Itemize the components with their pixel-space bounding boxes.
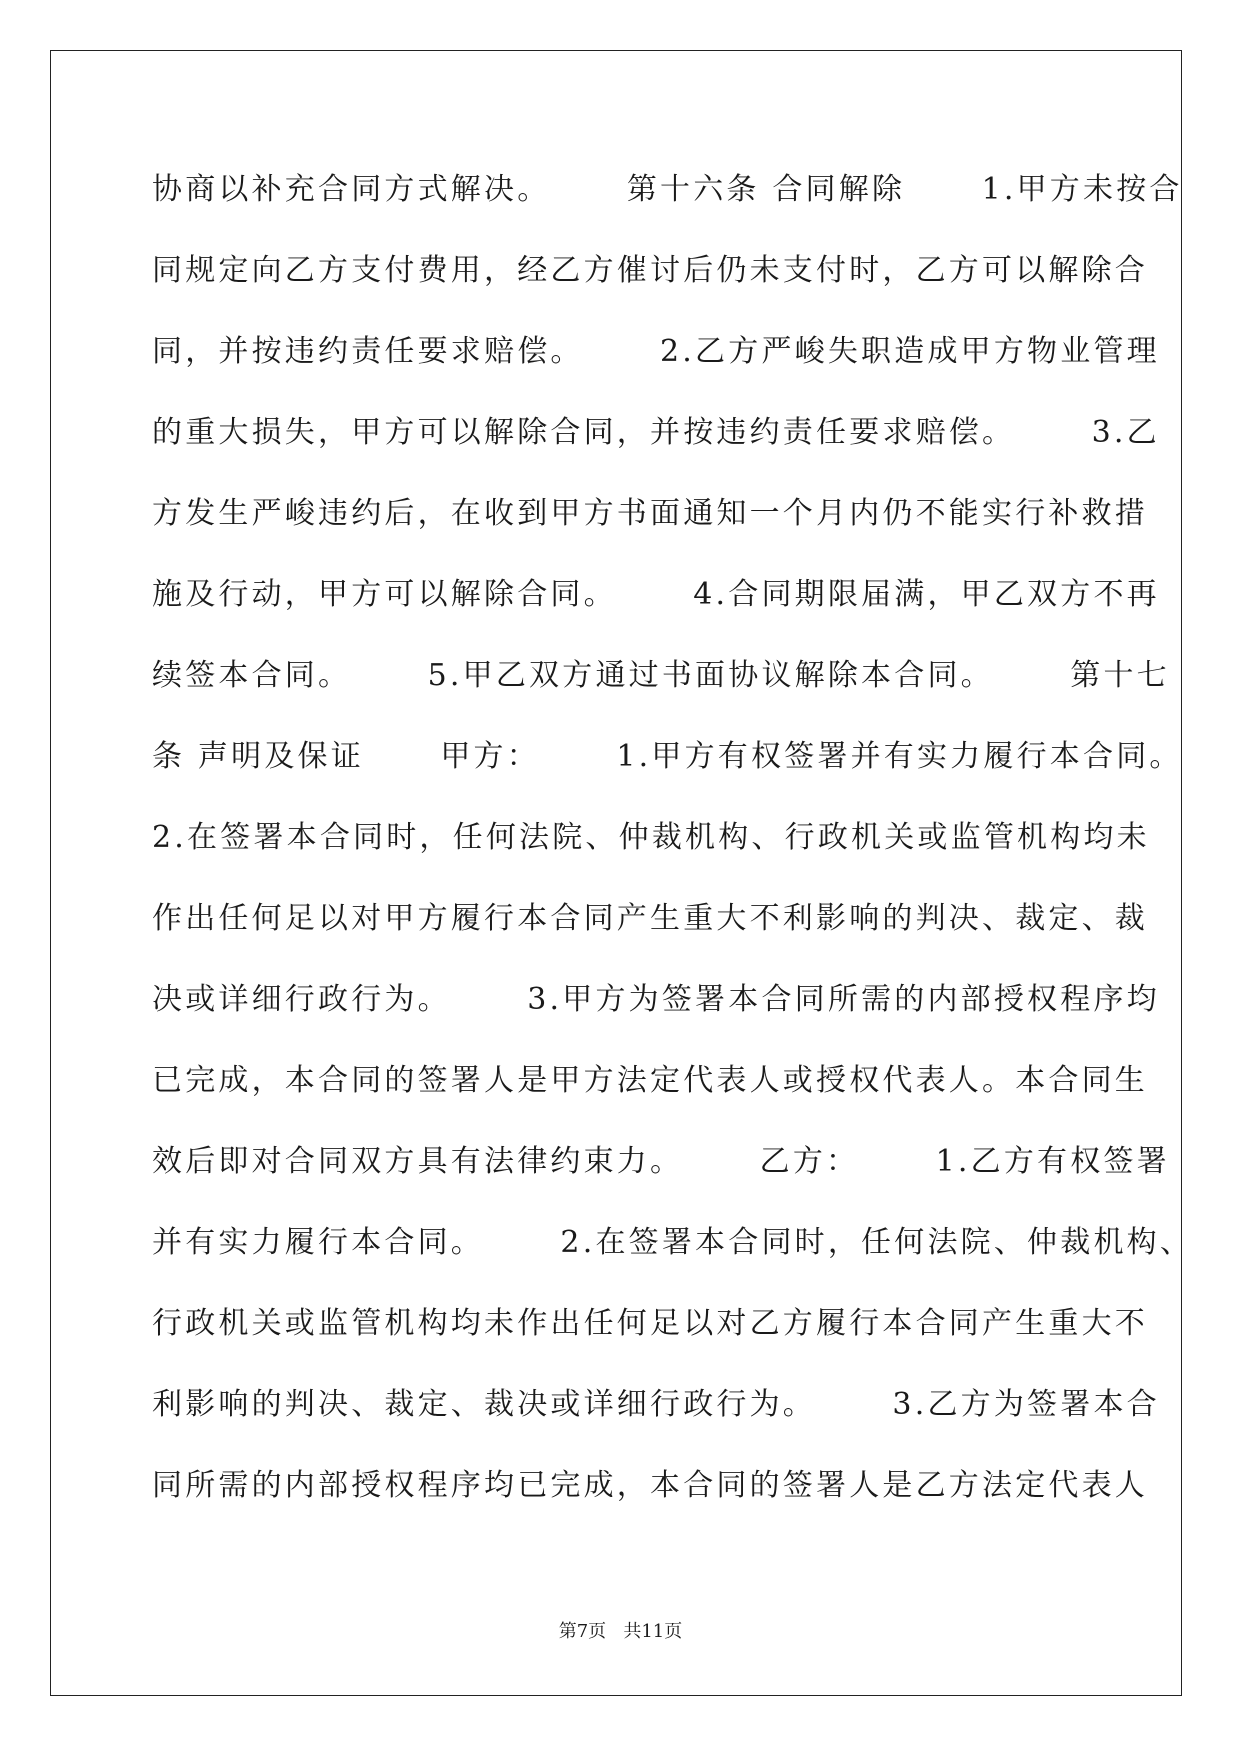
text-line: 行政机关或监管机构均未作出任何足以对乙方履行本合同产生重大不 [152,1306,1148,1341]
text-line: 同，并按违约责任要求赔偿。 2.乙方严峻失职造成甲方物业管理 [152,334,1160,369]
text-line: 条 声明及保证 甲方： 1.甲方有权签署并有实力履行本合同。 [152,739,1183,774]
text-line: 效后即对合同双方具有法律约束力。 乙方： 1.乙方有权签署 [152,1144,1170,1179]
text-line: 2.在签署本合同时，任何法院、仲裁机构、行政机关或监管机构均未 [152,820,1150,855]
text-line: 并有实力履行本合同。 2.在签署本合同时，任何法院、仲裁机构、 [152,1225,1194,1260]
text-line: 决或详细行政行为。 3.甲方为签署本合同所需的内部授权程序均 [152,982,1160,1017]
text-line: 方发生严峻违约后，在收到甲方书面通知一个月内仍不能实行补救措 [152,496,1148,531]
text-line: 已完成，本合同的签署人是甲方法定代表人或授权代表人。本合同生 [152,1063,1148,1098]
text-line: 同所需的内部授权程序均已完成，本合同的签署人是乙方法定代表人 [152,1468,1148,1503]
text-line: 的重大损失，甲方可以解除合同，并按违约责任要求赔偿。 3.乙 [152,415,1160,450]
text-line: 续签本合同。 5.甲乙双方通过书面协议解除本合同。 第十七 [152,658,1170,693]
text-line: 作出任何足以对甲方履行本合同产生重大不利影响的判决、裁定、裁 [152,901,1148,936]
document-body [152,160,1194,1537]
text-line: 利影响的判决、裁定、裁决或详细行政行为。 3.乙方为签署本合 [152,1387,1160,1422]
page-number: 第7页 共11页 [558,1621,683,1642]
text-line: 协商以补充合同方式解决。 第十六条 合同解除 1.甲方未按合 [152,172,1183,207]
text-line: 施及行动，甲方可以解除合同。 4.合同期限届满，甲乙双方不再 [152,577,1160,612]
text-line: 同规定向乙方支付费用，经乙方催讨后仍未支付时，乙方可以解除合 [152,253,1148,288]
